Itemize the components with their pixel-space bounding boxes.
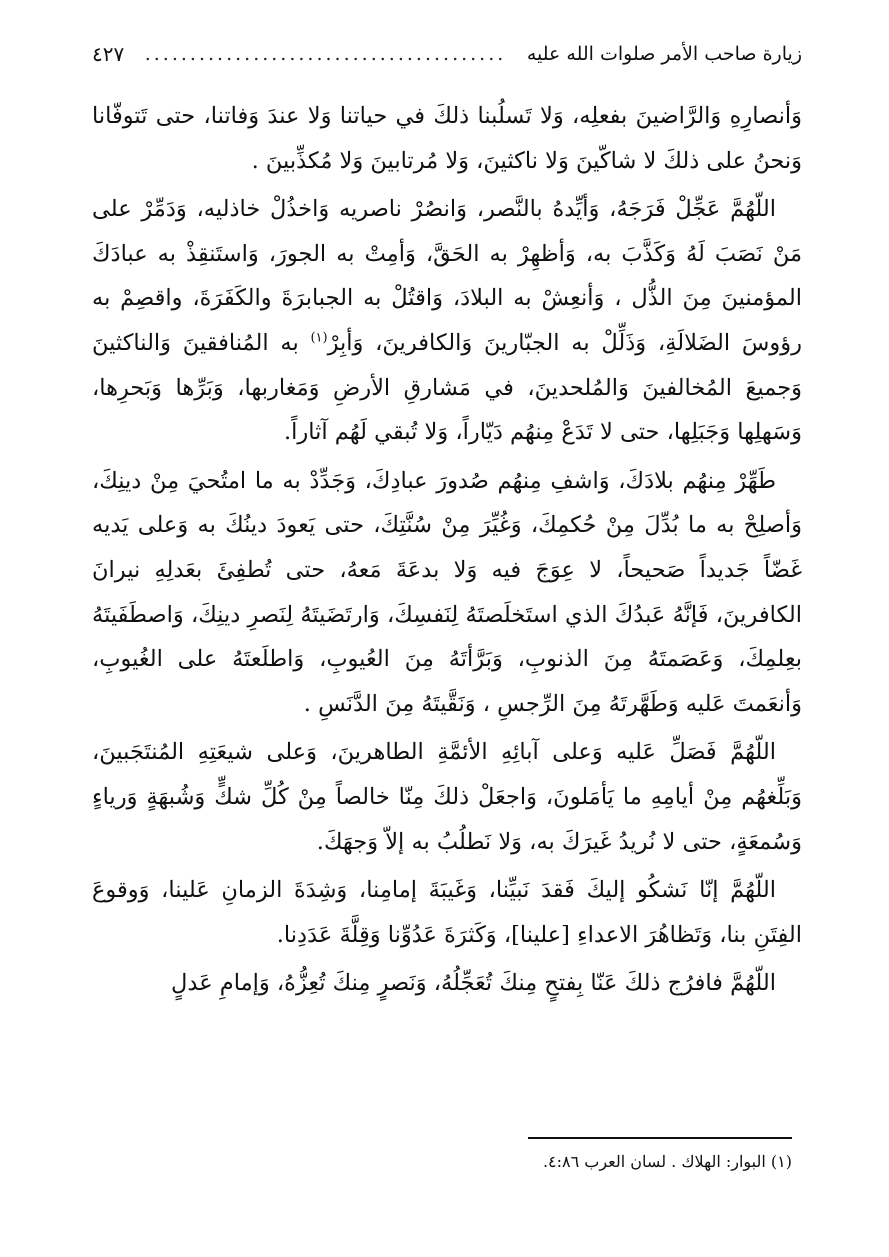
- header-title: زيارة صاحب الأمر صلوات الله عليه: [526, 43, 802, 65]
- paragraph-6: اللّهُمَّ فافرُج ذلكَ عَنّا بِفتحٍ مِنكَ تُعَجِّلُهُ، وَنَصرٍ مِنكَ تُعِزُّهُ، وَإمامِ عَدلٍ: [171, 970, 776, 997]
- paragraph-2-part-2: به المُنافقينَ وَالناكثينَ وَجميعَ المُخالفينَ وَالمُلحدينَ، في مَشارقِ الأرضِ وَمَغاربها، وَبَرِّها وَبَحرِها، وَسَهلِها وَجَبَلِها، حتى لا تَدَعْ مِنهُم دَيّاراً، وَلا تُبقي لَهُم آثاراً.: [92, 329, 802, 446]
- main-text: [92, 94, 802, 1010]
- footnote: (١) البوار: الهلاك . لسان العرب ٤:٨٦.: [542, 1152, 792, 1171]
- header-leader-dots: ........................................: [144, 43, 507, 65]
- paragraph-1: وَأنصارِهِ وَالرَّاضينَ بفعلِه، وَلا تَسلُبنا ذلكَ في حياتنا وَلا عندَ وَفاتنا، حتى تَتوفّانا وَنحنُ على ذلكَ لا شاكّينَ وَلا ناكثينَ، وَلا مُرتابينَ وَلا مُكذِّبينَ .: [92, 103, 802, 174]
- paragraph-3: طَهِّرْ مِنهُم بلادَكَ، وَاشفِ مِنهُم صُدورَ عبادِكَ، وَجَدِّدْ به ما امتُحيَ مِنْ دينِكَ، وَأصلِحْ به ما بُدِّلَ مِنْ حُكمِكَ، وَغُيِّرَ مِنْ سُنَّتِكَ، حتى يَعودَ دينُكَ به وَعلى يَديه غَضّاً جَديداً صَحيحاً، لا عِوَجَ فيه وَلا بدعَةَ مَعهُ، حتى تُطفِئَ بعَدلِهِ نيرانَ الكافرينَ، فَإنَّهُ عَبدُكَ الذي استَخلَصتَهُ لِنَفسِكَ، وَارتَضَيتَهُ لِنَصرِ دينِكَ، وَاصطَفَيتَهُ بعِلمِكَ، وَعَصَمتَهُ مِنَ الذنوبِ، وَبَرَّأتَهُ مِنَ العُيوبِ، وَاطلَعتَهُ على الغُيوبِ، وَأنعَمتَ عَليه وَطَهَّرتَهُ مِنَ الرِّجسِ ، وَنَقَّيتَهُ مِنَ الدَّنَسِ .: [92, 467, 802, 717]
- footnote-divider: [528, 1137, 792, 1139]
- paragraph-2-part-1: اللّهُمَّ عَجِّلْ فَرَجَهُ، وَأيِّدهُ بالنَّصر، وَانصُرْ ناصريه وَاخذُلْ خاذليه، وَدَمِّرْ على مَنْ نَصَبَ لَهُ وَكَذَّبَ به، وَأظهِرْ به الحَقَّ، وَأمِتْ به الجورَ، وَاستَنقِذْ به عبادَكَ المؤمنينَ مِنَ الذُّل ، وَأنعِشْ به البلادَ، وَاقتُلْ به الجبابرَةَ والكَفَرَةَ، واقصِمْ به رؤوسَ الضَلالَةِ، وَذَلِّلْ به الجبّارينَ وَالكافرينَ، وَأبِرْ: [92, 196, 802, 356]
- footnote-reference: (١): [310, 330, 328, 346]
- paragraph-5: اللّهُمَّ إنّا نَشكُو إليكَ فَقدَ نَبيِّنا، وَغَيبَةَ إمامِنا، وَشِدَةَ الزمانِ عَلينا، وَوقوعَ الفِتَنِ بنا، وَتَظاهُرَ الاعداءِ [علينا]، وَكَثرَةَ عَدُوِّنا وَقِلَّةَ عَدَدِنا.: [92, 877, 802, 948]
- paragraph-2: [92, 187, 802, 455]
- running-header: [92, 34, 802, 74]
- paragraph-4: اللّهُمَّ فَصَلِّ عَليه وَعلى آبائِهِ الأئمَّةِ الطاهرينَ، وَعلى شيعَتِهِ المُنتَجَبينَ، وَبَلِّغهُم مِنْ أيامِهِ ما يَأمَلونَ، وَاجعَلْ ذلكَ مِنّا خالصاً مِنْ كُلِّ شكٍّ وَشُبهَةٍ وَرياءٍ وَسُمعَةٍ، حتى لا نُريدُ غَيرَكَ به، وَلا نَطلُبُ به إلاّ وَجهَكَ.: [92, 739, 802, 855]
- page-number: ٤٢٧: [92, 42, 125, 66]
